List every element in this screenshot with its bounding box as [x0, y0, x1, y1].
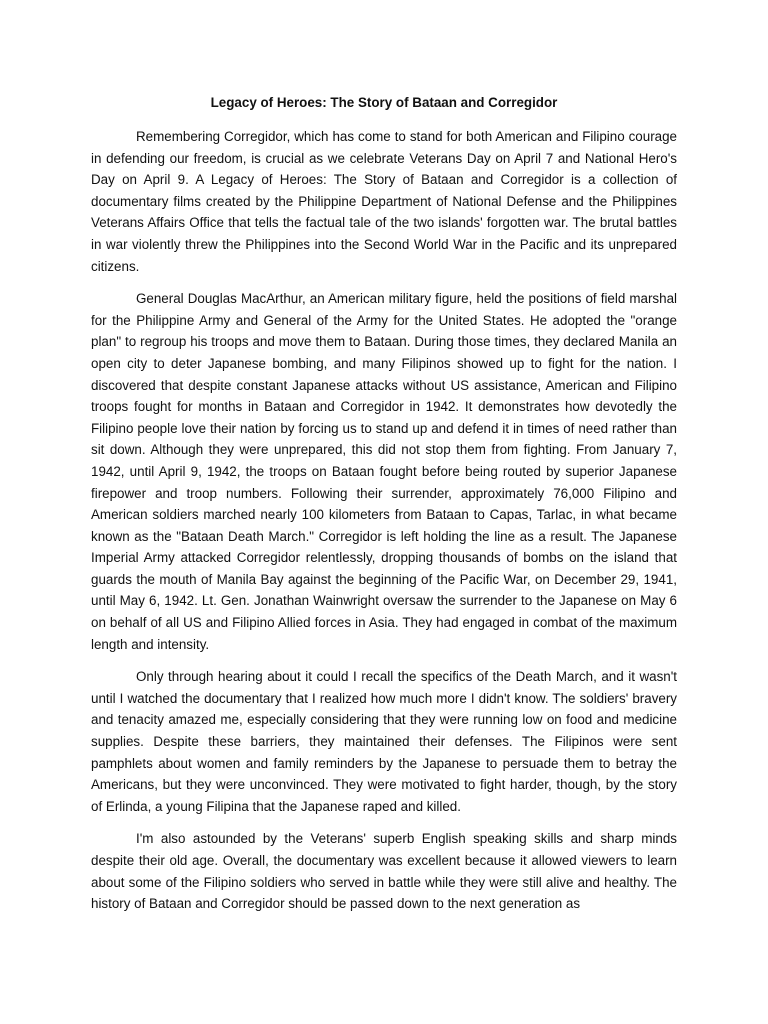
document-body	[91, 92, 677, 926]
paragraph-1: Remembering Corregidor, which has come to stand for both American and Filipino courage in defending our freedom, is crucial as we celebrate Veterans Day on April 7 and National Hero's Day on April 9. A Legacy of Heroes: The Story of Bataan and Corregidor is a collection of documentary films created by the Philippine Department of National Defense and the Philippines Veterans Affairs Office that tells the factual tale of the two islands' forgotten war. The brutal battles in war violently threw the Philippines into the Second World War in the Pacific and its unprepared citizens.	[91, 129, 677, 274]
paragraph-4: I'm also astounded by the Veterans' superb English speaking skills and sharp minds despite their old age. Overall, the documentary was excellent because it allowed viewers to learn about some of the Filipino soldiers who served in battle while they were still alive and healthy. The history of Bataan and Corregidor should be passed down to the next generation as	[91, 831, 677, 912]
paragraph-2: General Douglas MacArthur, an American military figure, held the positions of field marshal for the Philippine Army and General of the Army for the United States. He adopted the "orange plan" to regroup his troops and move them to Bataan. During those times, they declared Manila an open city to deter Japanese bombing, and many Filipinos showed up to fight for the nation. I discovered that despite constant Japanese attacks without US assistance, American and Filipino troops fought for months in Bataan and Corregidor in 1942. It demonstrates how devotedly the Filipino people love their nation by forcing us to stand up and defend it in times of need rather than sit down. Although they were unprepared, this did not stop them from fighting. From January 7, 1942, until April 9, 1942, the troops on Bataan fought before being routed by superior Japanese firepower and troop numbers. Following their surrender, approximately 76,000 Filipino and American soldiers marched nearly 100 kilometers from Bataan to Capas, Tarlac, in what became known as the "Bataan Death March." Corregidor is left holding the line as a result. The Japanese Imperial Army attacked Corregidor relentlessly, dropping thousands of bombs on the island that guards the mouth of Manila Bay against the beginning of the Pacific War, on December 29, 1941, until May 6, 1942. Lt. Gen. Jonathan Wainwright oversaw the surrender to the Japanese on May 6 on behalf of all US and Filipino Allied forces in Asia. They had engaged in combat of the maximum length and intensity.	[91, 291, 677, 652]
paragraph-3: Only through hearing about it could I recall the specifics of the Death March, and it wasn't until I watched the documentary that I realized how much more I didn't know. The soldiers' bravery and tenacity amazed me, especially considering that they were running low on food and medicine supplies. Despite these barriers, they maintained their defenses. The Filipinos were sent pamphlets about women and family reminders by the Japanese to persuade them to betray the Americans, but they were unconvinced. They were motivated to fight harder, though, by the story of Erlinda, a young Filipina that the Japanese raped and killed.	[91, 669, 677, 814]
document-title: Legacy of Heroes: The Story of Bataan and Corregidor	[210, 95, 558, 110]
